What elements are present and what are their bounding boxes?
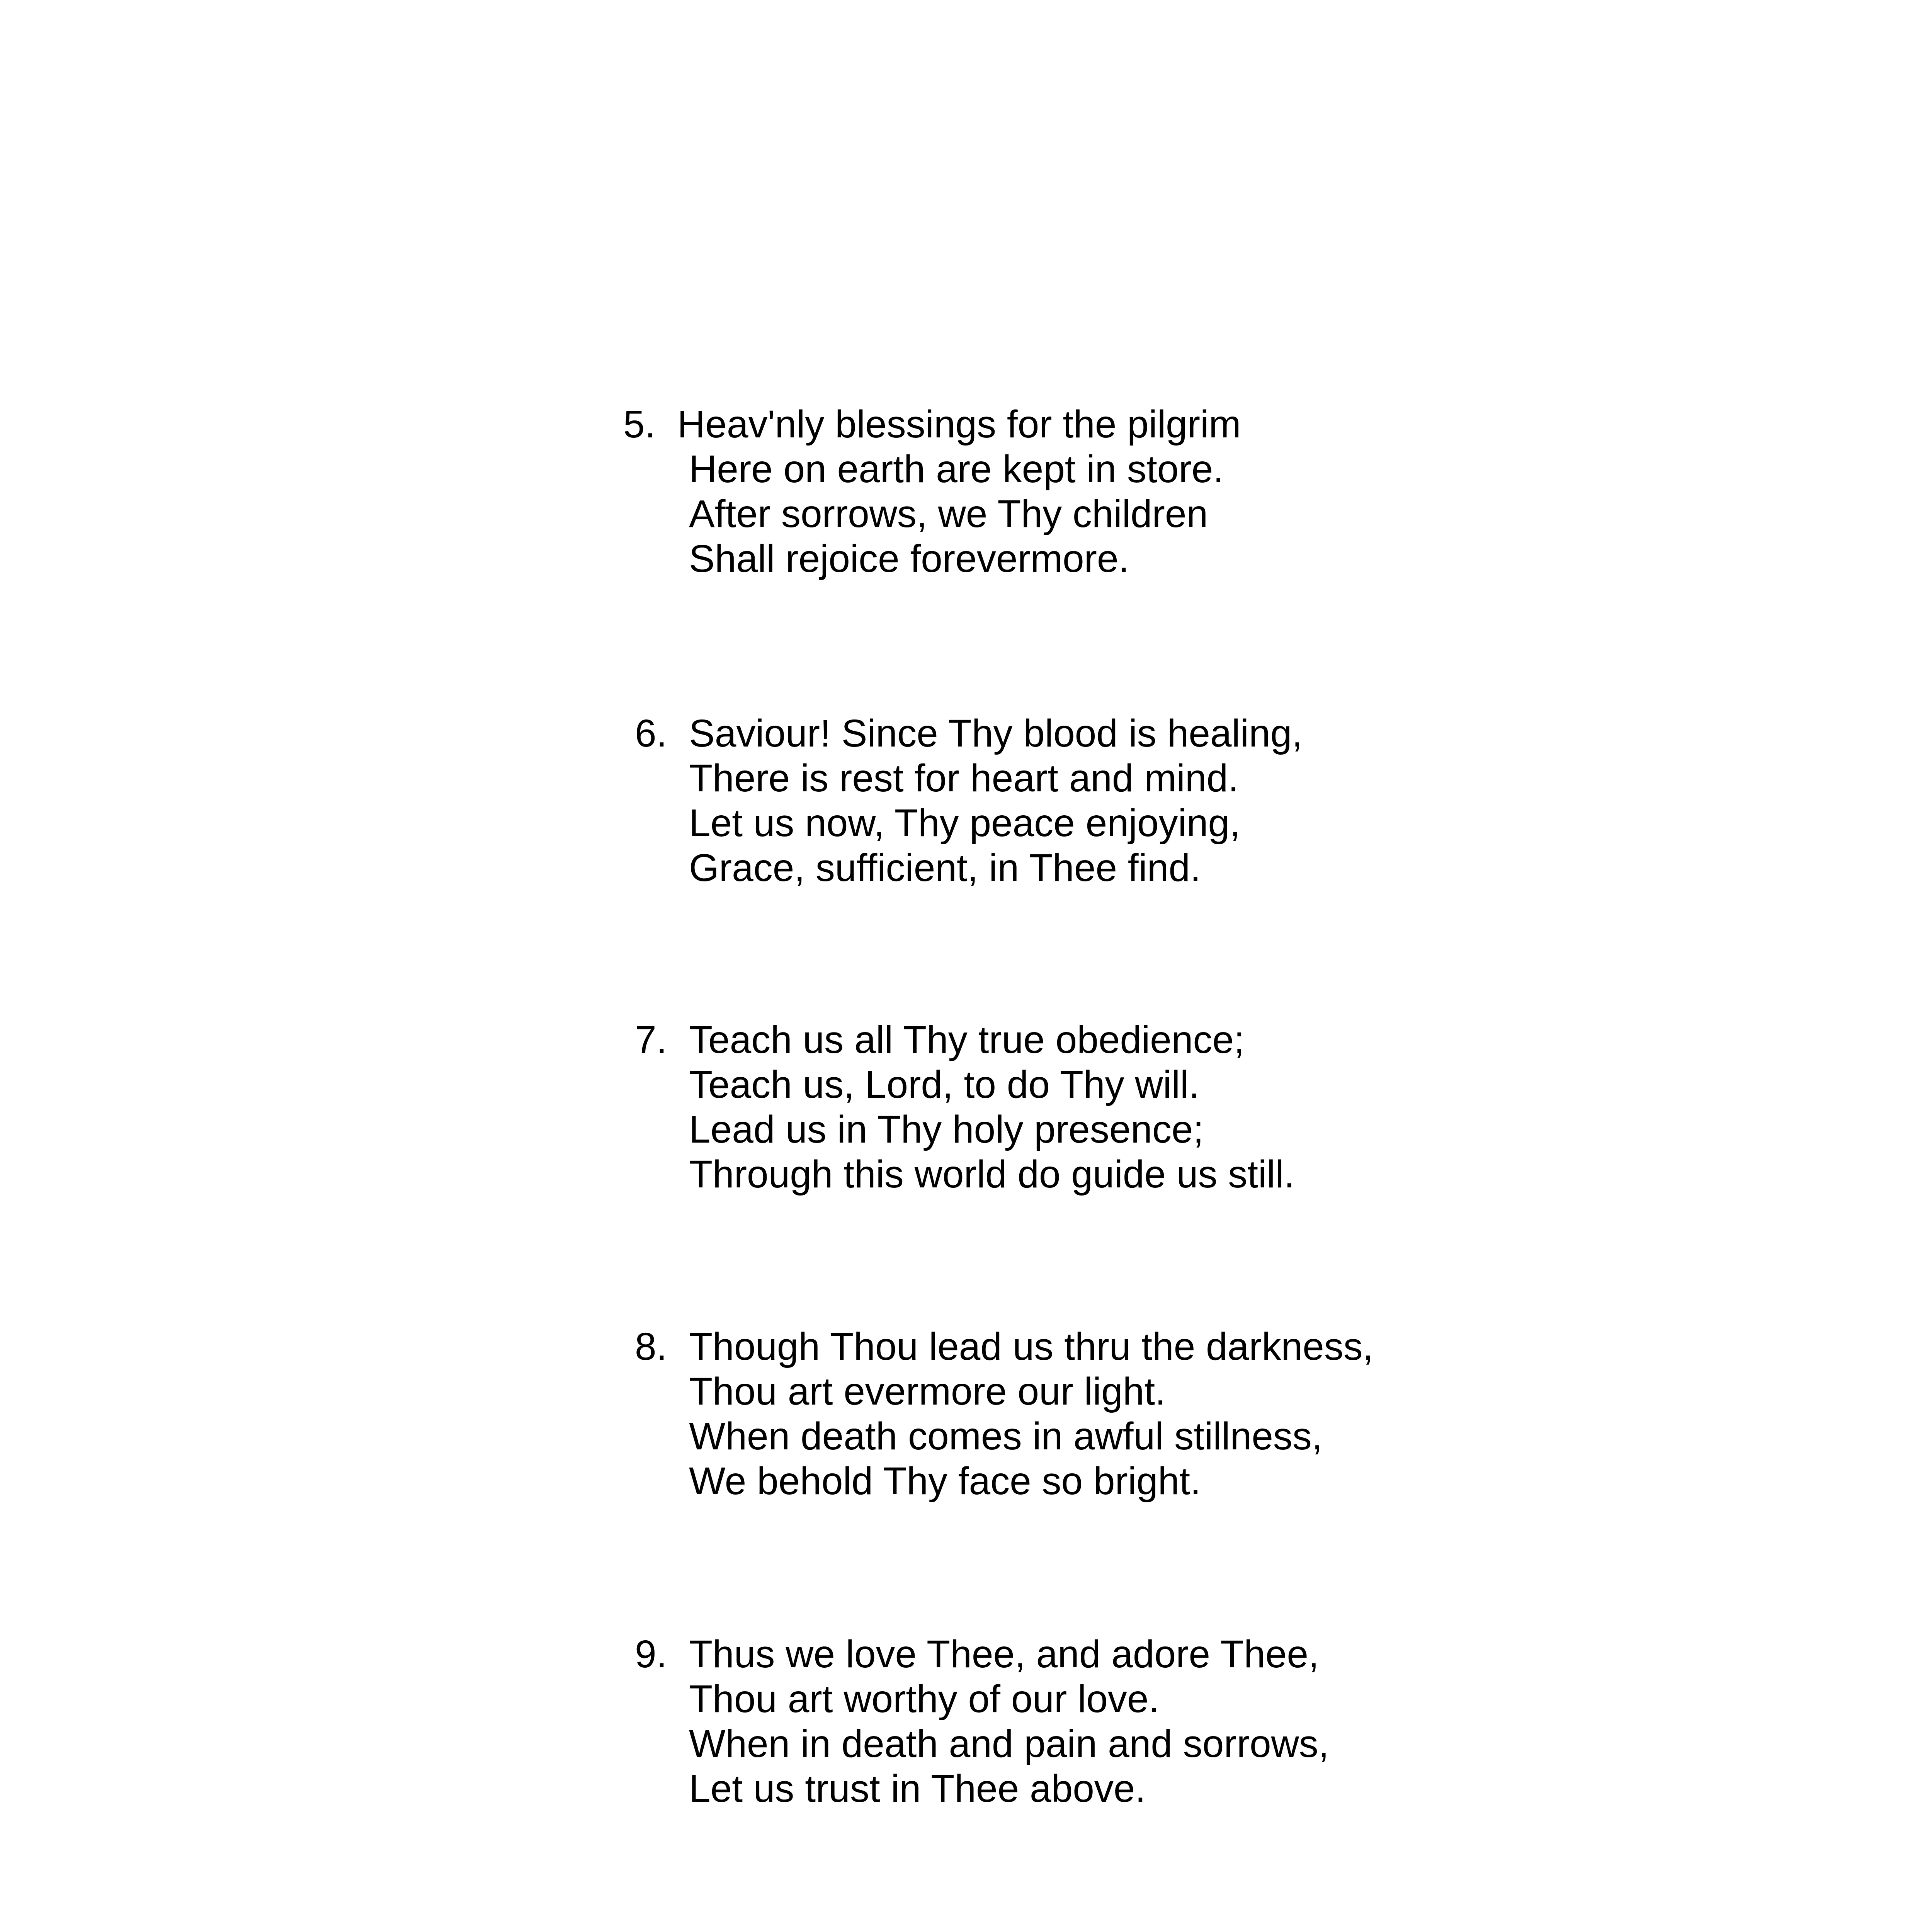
verse-number: 5. [623, 403, 656, 446]
verse-line: When in death and pain and sorrows, [689, 1722, 1329, 1765]
verse-line: Through this world do guide us still. [689, 1153, 1295, 1196]
verse-7 [0, 1017, 1932, 1195]
verse-line: Teach us, Lord, to do Thy will. [689, 1063, 1200, 1106]
verse-8 [0, 1324, 1932, 1502]
verse-number: 6. [635, 712, 667, 755]
verse-line: Teach us all Thy true obedience; [689, 1018, 1245, 1061]
verse-number: 9. [635, 1633, 667, 1676]
verse-line: There is rest for heart and mind. [689, 757, 1239, 800]
verse-number: 8. [635, 1325, 667, 1368]
verse-6 [0, 711, 1932, 889]
verse-line: Here on earth are kept in store. [689, 447, 1224, 491]
verse-9 [0, 1632, 1932, 1810]
verse-line: Thou art worthy of our love. [689, 1677, 1160, 1721]
verse-line: Though Thou lead us thru the darkness, [689, 1325, 1374, 1368]
verse-line: Thou art evermore our light. [689, 1370, 1166, 1413]
verse-line: Let us now, Thy peace enjoying, [689, 801, 1240, 845]
verse-line: Saviour! Since Thy blood is healing, [689, 712, 1303, 755]
verse-line: Grace, sufficient, in Thee find. [689, 846, 1201, 889]
verse-line: Shall rejoice forevermore. [689, 537, 1129, 580]
verse-line: Lead us in Thy holy presence; [689, 1108, 1204, 1151]
verse-line: We behold Thy face so bright. [689, 1459, 1201, 1503]
verse-number: 7. [635, 1018, 667, 1061]
verse-line: Thus we love Thee, and adore Thee, [689, 1633, 1319, 1676]
verse-line: When death comes in awful stillness, [689, 1415, 1323, 1458]
verse-line: Heav'nly blessings for the pilgrim [677, 403, 1241, 446]
verse-line: Let us trust in Thee above. [689, 1767, 1146, 1810]
verse-line: After sorrows, we Thy children [689, 492, 1208, 536]
verse-5 [0, 402, 1932, 580]
